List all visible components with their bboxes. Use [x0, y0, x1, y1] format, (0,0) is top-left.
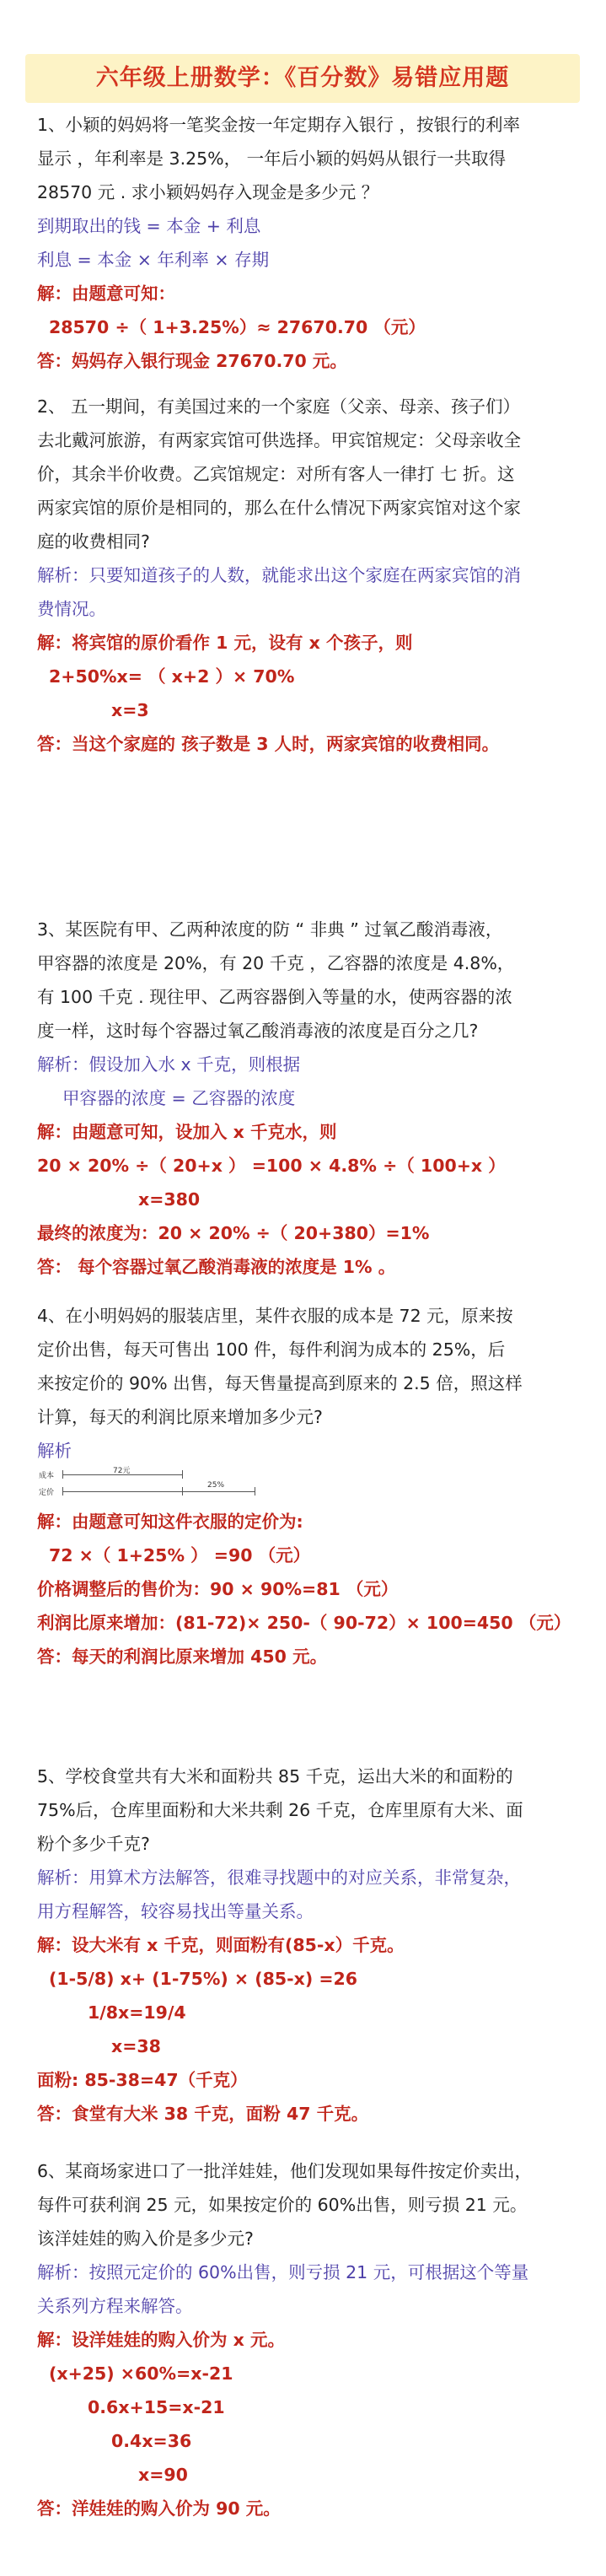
question-6 — [37, 2154, 578, 2525]
question-text: 价，其余半价收费。乙宾馆规定：对所有客人一律打 七 折。这 — [37, 464, 515, 484]
solution-label: 解：由题意可知这件衣服的定价为: — [37, 1512, 303, 1532]
question-5 — [37, 1760, 578, 2131]
question-text: 度一样，这时每个容器过氧乙酸消毒液的浓度是百分之几? — [37, 1021, 479, 1041]
solution-equation: 72 ×（ 1+25% ） =90 （元） — [49, 1545, 311, 1566]
question-text: 4、在小明妈妈的服装店里，某件衣服的成本是 72 元，原来按 — [37, 1306, 513, 1326]
analysis-line: 解析：假设加入水 x 千克，则根据 — [37, 1054, 301, 1075]
solution-label: 解：由题意可知： — [37, 283, 175, 304]
solution-equation: 0.4x=36 — [111, 2431, 192, 2451]
analysis-line: 解析：只要知道孩子的人数，就能求出这个家庭在两家宾馆的消 — [37, 565, 521, 585]
question-text: 2、 五一期间，有美国过来的一个家庭（父亲、母亲、孩子们） — [37, 396, 521, 417]
solution-equation: (x+25) ×60%=x-21 — [49, 2363, 233, 2384]
question-text: 来按定价的 90% 出售，每天售量提高到原来的 2.5 倍，照这样 — [37, 1373, 523, 1393]
question-text: 该洋娃娃的购入价是多少元? — [37, 2228, 254, 2249]
diagram-value-25: 25% — [207, 1481, 225, 1490]
question-text: 甲容器的浓度是 20%，有 20 千克 ，乙容器的浓度是 4.8%， — [37, 953, 515, 973]
hint-line: 利息 = 本金 × 年利率 × 存期 — [37, 250, 270, 270]
answer-line: 答： 每个容器过氧乙酸消毒液的浓度是 1% 。 — [37, 1257, 396, 1277]
question-text: 庭的收费相同? — [37, 531, 150, 552]
question-text: 显示 ，年利率是 3.25%， 一年后小颖的妈妈从银行一共取得 — [37, 148, 507, 169]
question-text: 75%后，仓库里面粉和大米共剩 26 千克，仓库里原有大米、面 — [37, 1800, 523, 1820]
solution-label: 解：设大米有 x 千克，则面粉有(85-x）千克。 — [37, 1935, 405, 1955]
question-text: 28570 元 . 求小颖妈妈存入现金是多少元 ？ — [37, 182, 379, 202]
question-text: 3、某医院有甲、乙两种浓度的防 “ 非典 ” 过氧乙酸消毒液， — [37, 919, 503, 940]
solution-equation: x=90 — [138, 2465, 188, 2485]
solution-equation: 最终的浓度为：20 × 20% ÷（ 20+380）=1% — [37, 1223, 430, 1243]
question-text: 6、某商场家进口了一批洋娃娃，他们发现如果每件按定价卖出， — [37, 2161, 533, 2181]
solution-equation: (1-5/8) x+ (1-75%) × (85-x) =26 — [49, 1969, 358, 1989]
question-text: 1、小颖的妈妈将一笔奖金按一年定期存入银行 ，按银行的利率 — [37, 115, 521, 135]
answer-line: 答：洋娃娃的购入价为 90 元。 — [37, 2498, 281, 2519]
solution-label: 解：将宾馆的原价看作 1 元，设有 x 个孩子，则 — [37, 633, 413, 653]
diagram-value-72: 72元 — [113, 1467, 131, 1475]
solution-label: 解：由题意可知，设加入 x 千克水，则 — [37, 1122, 337, 1142]
diagram-label-cost: 成本 — [39, 1472, 55, 1480]
question-text: 去北戴河旅游，有两家宾馆可供选择。甲宾馆规定：父母亲收全 — [37, 430, 521, 450]
solution-equation: 2+50%x= （ x+2 ）× 70% — [49, 666, 295, 687]
answer-line: 答：妈妈存入银行现金 27670.70 元。 — [37, 351, 347, 371]
question-text: 有 100 千克 . 现往甲、乙两容器倒入等量的水，使两容器的浓 — [37, 987, 512, 1007]
solution-equation: 利润比原来增加：(81-72)× 250-（ 90-72）× 100=450 （元） — [37, 1613, 571, 1633]
solution-equation: x=3 — [111, 700, 149, 720]
hint-line: 到期取出的钱 = 本金 + 利息 — [37, 216, 261, 236]
segment-diagram — [39, 1466, 292, 1500]
title-banner — [25, 54, 580, 103]
analysis-label: 解析 — [37, 1441, 72, 1461]
analysis-line: 费情况。 — [37, 599, 106, 619]
answer-line: 答：当这个家庭的 孩子数是 3 人时，两家宾馆的收费相同。 — [37, 734, 500, 754]
solution-equation: x=380 — [138, 1189, 201, 1210]
solution-label: 解：设洋娃娃的购入价为 x 元。 — [37, 2330, 285, 2350]
analysis-line: 甲容器的浓度 = 乙容器的浓度 — [62, 1088, 296, 1108]
question-text: 粉个多少千克? — [37, 1834, 150, 1854]
solution-equation: 20 × 20% ÷（ 20+x ） =100 × 4.8% ÷（ 100+x ） — [37, 1156, 506, 1176]
solution-equation: 1/8x=19/4 — [88, 2002, 186, 2023]
question-text: 每件可获利润 25 元，如果按定价的 60%出售，则亏损 21 元。 — [37, 2195, 528, 2215]
question-3 — [37, 913, 578, 1284]
price-segment — [62, 1491, 255, 1492]
solution-equation: 价格调整后的售价为：90 × 90%=81 （元） — [37, 1579, 399, 1599]
analysis-line: 解析：用算术方法解答，很难寻找题中的对应关系，非常复杂， — [37, 1867, 521, 1888]
analysis-line: 关系列方程来解答。 — [37, 2296, 193, 2316]
question-2 — [37, 390, 578, 761]
question-text: 5、学校食堂共有大米和面粉共 85 千克，运出大米的和面粉的 — [37, 1766, 513, 1786]
question-1 — [37, 108, 578, 378]
solution-equation: 面粉: 85-38=47（千克） — [37, 2070, 248, 2090]
answer-line: 答：食堂有大米 38 千克，面粉 47 千克。 — [37, 2104, 369, 2124]
question-text: 两家宾馆的原价是相同的，那么在什么情况下两家宾馆对这个家 — [37, 498, 521, 518]
question-text: 计算，每天的利润比原来增加多少元? — [37, 1407, 323, 1427]
solution-equation: 0.6x+15=x-21 — [88, 2397, 225, 2417]
diagram-label-price: 定价 — [39, 1489, 55, 1497]
answer-line: 答：每天的利润比原来增加 450 元。 — [37, 1646, 328, 1667]
page-title: 六年级上册数学：《百分数》易错应用题 — [95, 65, 510, 91]
solution-equation: 28570 ÷（ 1+3.25%）≈ 27670.70 （元） — [49, 317, 426, 337]
analysis-line: 解析：按照元定价的 60%出售，则亏损 21 元，可根据这个等量 — [37, 2262, 529, 2282]
analysis-line: 用方程解答，较容易找出等量关系。 — [37, 1901, 314, 1921]
solution-equation: x=38 — [111, 2036, 161, 2056]
question-text: 定价出售，每天可售出 100 件，每件利润为成本的 25%，后 — [37, 1339, 506, 1360]
question-4-solution — [37, 1505, 578, 1673]
question-4 — [37, 1299, 578, 1468]
